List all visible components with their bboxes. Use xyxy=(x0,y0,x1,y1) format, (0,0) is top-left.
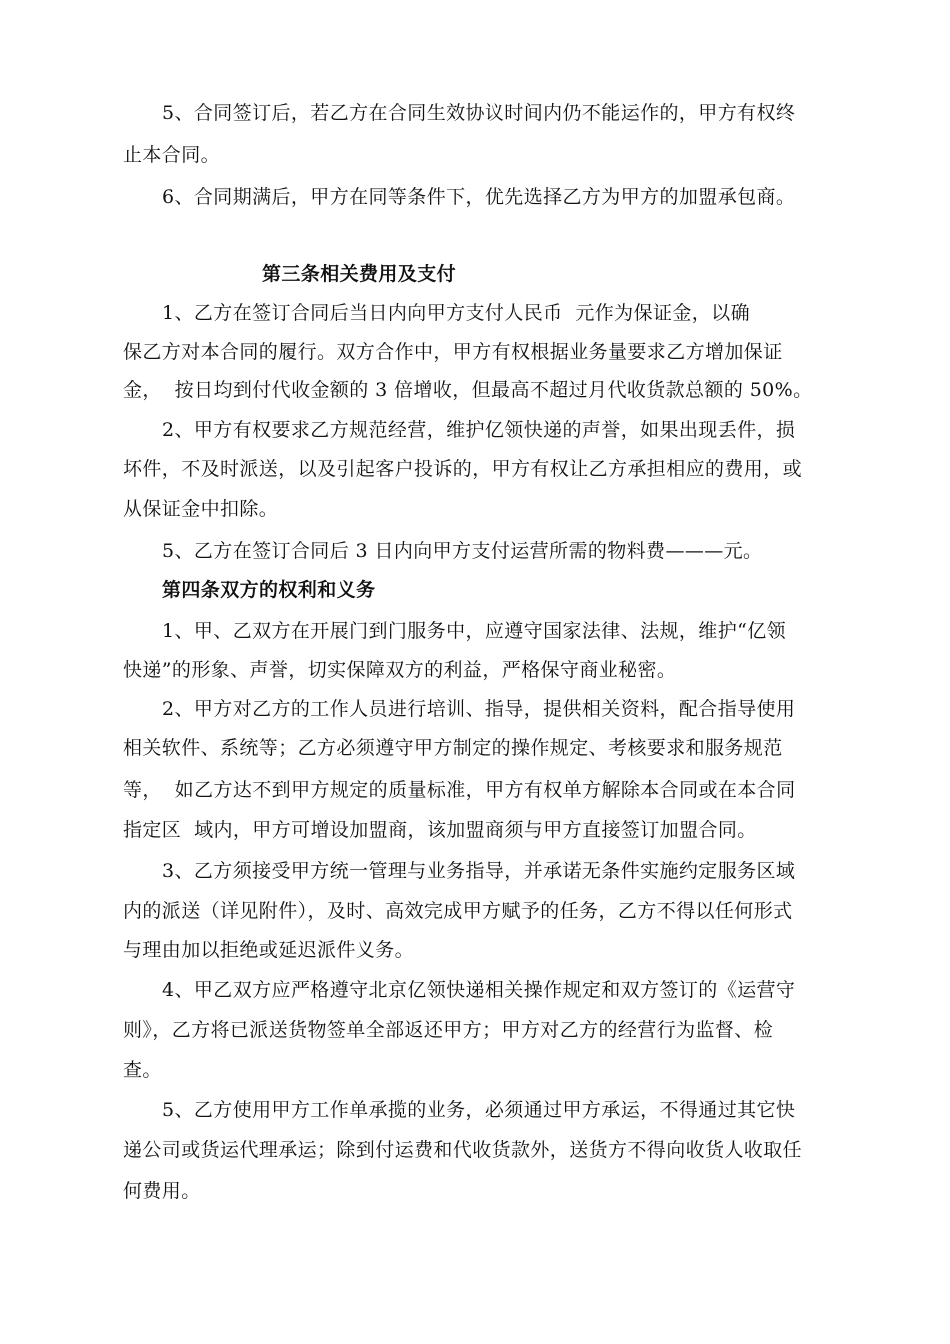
article3-clause2-line2: 坏件，不及时派送，以及引起客户投诉的，甲方有权让乙方承担相应的费用，或 xyxy=(123,458,803,480)
article4-clause5-line1: 5、乙方使用甲方工作单承揽的业务，必须通过甲方承运，不得通过其它快 xyxy=(162,1099,796,1121)
article3-heading: 第三条相关费用及支付 xyxy=(262,263,457,285)
article4-clause2-line2: 相关软件、系统等；乙方必须遵守甲方制定的操作规定、考核要求和服务规范 xyxy=(123,737,783,759)
article4-heading: 第四条双方的权利和义务 xyxy=(162,579,376,601)
article4-clause3-line2: 内的派送（详见附件），及时、高效完成甲方赋予的任务，乙方不得以任何形式 xyxy=(123,900,793,922)
article4-clause1-line1: 1、甲、乙双方在开展门到门服务中，应遵守国家法律、法规，维护“亿领 xyxy=(162,620,787,642)
article4-clause3-line1: 3、乙方须接受甲方统一管理与业务指导，并承诺无条件实施约定服务区域 xyxy=(162,860,796,882)
article4-clause4-line1: 4、甲乙双方应严格遵守北京亿领快递相关操作规定和双方签订的《运营守 xyxy=(162,979,796,1001)
article3-clause1-line2: 保乙方对本合同的履行。双方合作中，甲方有权根据业务量要求乙方增加保证 xyxy=(123,341,783,363)
clause-prev-6-line1: 6、合同期满后，甲方在同等条件下，优先选择乙方为甲方的加盟承包商。 xyxy=(162,186,796,208)
article3-clause2-line1: 2、甲方有权要求乙方规范经营，维护亿领快递的声誉，如果出现丢件，损 xyxy=(162,419,796,441)
article4-clause4-line2: 则》，乙方将已派送货物签单全部返还甲方；甲方对乙方的经营行为监督、检 xyxy=(123,1019,774,1041)
article4-clause2-line1: 2、甲方对乙方的工作人员进行培训、指导，提供相关资料，配合指导使用 xyxy=(162,698,796,720)
article3-clause1-line3: 金， 按日均到付代收金额的 3 倍增收，但最高不超过月代收货款总额的 50%。 xyxy=(123,379,813,401)
clause-prev-5-line2: 止本合同。 xyxy=(123,144,221,166)
article4-clause2-line3: 等， 如乙方达不到甲方规定的质量标准，甲方有权单方解除本合同或在本合同 xyxy=(123,779,796,801)
article3-clause1-line1: 1、乙方在签订合同后当日内向甲方支付人民币 元作为保证金，以确 xyxy=(162,302,750,324)
article4-clause5-line3: 何费用。 xyxy=(123,1180,201,1202)
article4-clause1-line2: 快递”的形象、声誉，切实保障双方的利益，严格保守商业秘密。 xyxy=(123,659,677,681)
article3-clause2-line3: 从保证金中扣除。 xyxy=(123,498,279,520)
clause-prev-5-line1: 5、合同签订后，若乙方在合同生效协议时间内仍不能运作的，甲方有权终 xyxy=(162,102,796,124)
article4-clause4-line3: 查。 xyxy=(123,1059,162,1081)
article4-clause5-line2: 递公司或货运代理承运；除到付运费和代收货款外，送货方不得向收货人收取任 xyxy=(123,1139,803,1161)
article4-clause2-line4: 指定区 域内，甲方可增设加盟商，该加盟商须与甲方直接签订加盟合同。 xyxy=(123,819,757,841)
article3-clause5-line1: 5、乙方在签订合同后 3 日内向甲方支付运营所需的物料费———元。 xyxy=(162,540,763,562)
article4-clause3-line3: 与理由加以拒绝或延迟派件义务。 xyxy=(123,939,415,961)
